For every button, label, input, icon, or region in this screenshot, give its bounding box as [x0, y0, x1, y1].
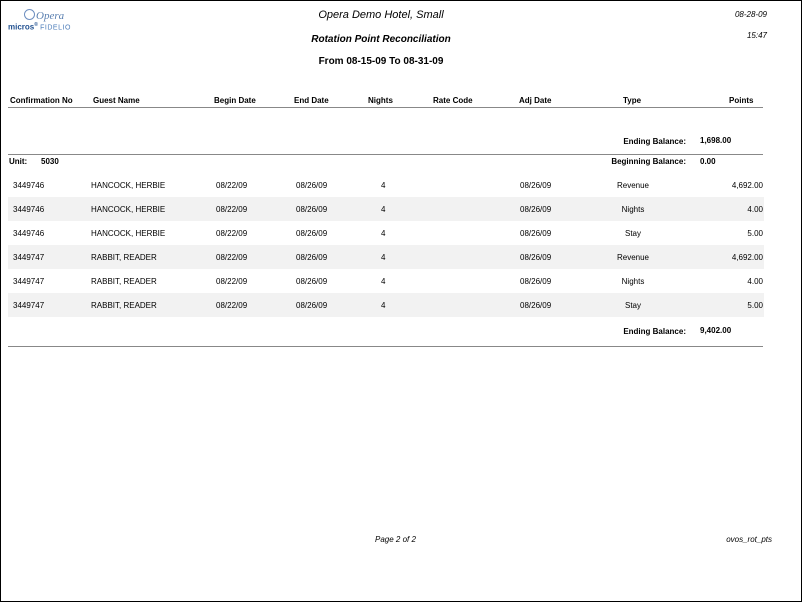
- table-row: [8, 173, 764, 197]
- type-cell: Nights: [621, 277, 645, 286]
- ending-balance-value: 9,402.00: [700, 326, 732, 335]
- report-title: Rotation Point Reconciliation: [311, 34, 451, 45]
- end-cell: 08/26/09: [296, 301, 328, 310]
- end-cell: 08/26/09: [296, 277, 328, 286]
- conf-cell: 3449746: [13, 181, 45, 190]
- conf-cell: 3449747: [13, 253, 45, 262]
- begin-cell: 08/22/09: [216, 277, 248, 286]
- col-nights: Nights: [368, 96, 393, 105]
- section-divider: [8, 154, 763, 155]
- begin-cell: 08/22/09: [216, 205, 248, 214]
- conf-cell: 3449746: [13, 229, 45, 238]
- conf-cell: 3449747: [13, 277, 45, 286]
- type-cell: Stay: [624, 229, 641, 238]
- begin-cell: 08/22/09: [216, 229, 248, 238]
- date-range: From 08-15-09 To 08-31-09: [318, 56, 444, 67]
- report-time: 15:47: [746, 31, 767, 40]
- adj-cell: 08/26/09: [520, 253, 552, 262]
- nights-cell: 4: [381, 181, 386, 190]
- begin-cell: 08/22/09: [216, 301, 248, 310]
- table-row: [8, 269, 764, 293]
- nights-cell: 4: [381, 301, 386, 310]
- begin-cell: 08/22/09: [216, 181, 248, 190]
- section-divider: [8, 346, 763, 347]
- end-cell: 08/26/09: [296, 253, 328, 262]
- guest-cell: HANCOCK, HERBIE: [91, 181, 166, 190]
- unit-label: Unit:: [9, 157, 28, 166]
- micros-fidelio-logo: micros® FIDELIO: [8, 22, 71, 32]
- points-cell: 5.00: [747, 229, 763, 238]
- table-row: [8, 245, 764, 269]
- points-cell: 5.00: [747, 301, 763, 310]
- header-divider: [8, 107, 763, 108]
- page-number: Page 2 of 2: [375, 535, 416, 544]
- nights-cell: 4: [381, 229, 386, 238]
- adj-cell: 08/26/09: [520, 205, 552, 214]
- col-adj-date: Adj Date: [519, 96, 552, 105]
- conf-cell: 3449747: [13, 301, 45, 310]
- guest-cell: HANCOCK, HERBIE: [91, 205, 166, 214]
- adj-cell: 08/26/09: [520, 181, 552, 190]
- type-cell: Stay: [624, 301, 641, 310]
- ending-balance-value: 1,698.00: [700, 136, 732, 145]
- col-guest-name: Guest Name: [93, 96, 140, 105]
- points-cell: 4,692.00: [731, 253, 763, 262]
- adj-cell: 08/26/09: [520, 277, 552, 286]
- col-points: Points: [729, 96, 754, 105]
- points-cell: 4.00: [747, 277, 763, 286]
- report-date: 08-28-09: [734, 10, 767, 19]
- end-cell: 08/26/09: [296, 181, 328, 190]
- type-cell: Revenue: [616, 253, 650, 262]
- end-cell: 08/26/09: [296, 229, 328, 238]
- micros-logo-text: micros: [8, 22, 35, 32]
- guest-cell: HANCOCK, HERBIE: [91, 229, 166, 238]
- beginning-balance-label: Beginning Balance:: [611, 157, 686, 166]
- nights-cell: 4: [381, 205, 386, 214]
- guest-cell: RABBIT, READER: [91, 277, 157, 286]
- table-row: [8, 221, 764, 245]
- report-code: ovos_rot_pts: [726, 535, 772, 544]
- col-type: Type: [623, 96, 642, 105]
- ending-balance-label: Ending Balance:: [623, 327, 686, 336]
- unit-value: 5030: [41, 157, 59, 166]
- adj-cell: 08/26/09: [520, 229, 552, 238]
- conf-cell: 3449746: [13, 205, 45, 214]
- table-row: [8, 293, 764, 317]
- col-confirmation: Confirmation No: [10, 96, 73, 105]
- type-cell: Revenue: [616, 181, 650, 190]
- nights-cell: 4: [381, 277, 386, 286]
- points-cell: 4,692.00: [731, 181, 763, 190]
- ending-balance-label: Ending Balance:: [623, 137, 686, 146]
- beginning-balance-value: 0.00: [700, 157, 716, 166]
- end-cell: 08/26/09: [296, 205, 328, 214]
- adj-cell: 08/26/09: [520, 301, 552, 310]
- fidelio-logo-text: FIDELIO: [40, 24, 71, 32]
- col-end-date: End Date: [294, 96, 329, 105]
- begin-cell: 08/22/09: [216, 253, 248, 262]
- guest-cell: RABBIT, READER: [91, 301, 157, 310]
- type-cell: Nights: [621, 205, 645, 214]
- col-begin-date: Begin Date: [214, 96, 256, 105]
- points-cell: 4.00: [747, 205, 763, 214]
- table-row: [8, 197, 764, 221]
- hotel-name: Opera Demo Hotel, Small: [318, 9, 444, 21]
- nights-cell: 4: [381, 253, 386, 262]
- opera-logo-text: Opera: [36, 10, 65, 22]
- col-rate-code: Rate Code: [433, 96, 473, 105]
- guest-cell: RABBIT, READER: [91, 253, 157, 262]
